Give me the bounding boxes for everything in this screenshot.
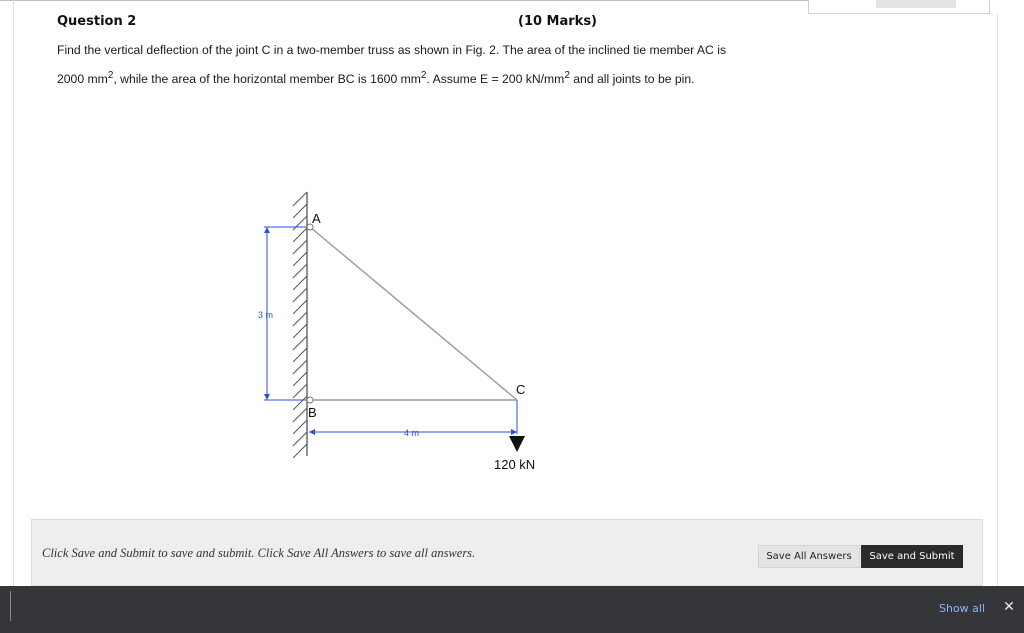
wall-hatching [293, 192, 307, 458]
save-all-answers-button[interactable]: Save All Answers [758, 545, 860, 568]
download-bar-divider [10, 591, 11, 621]
download-bar [0, 586, 1024, 633]
load-label: 120 kN [494, 457, 536, 472]
superscript: 2 [107, 70, 114, 81]
label-a: A [312, 211, 321, 226]
show-all-link[interactable]: Show all [939, 602, 986, 615]
member-ac [310, 227, 517, 400]
footer-instruction: Click Save and Submit to save and submit. Click Save All Answers to save all answers. [42, 546, 476, 560]
dim-horizontal-label: 4 m [404, 428, 420, 438]
question-line-1: Find the vertical deflection of the joint C in a two-member truss as shown in Fig. 2. The area of the inclined tie member AC is [57, 43, 727, 57]
truss-diagram [250, 180, 570, 480]
question-text [57, 36, 777, 94]
load-arrow-icon [509, 436, 525, 452]
superscript: 2 [564, 70, 570, 81]
superscript: 2 [420, 70, 427, 81]
area-ac: 2000 mm [57, 72, 108, 86]
modulus: . Assume E = 200 kN/mm [426, 72, 565, 86]
save-and-submit-button[interactable]: Save and Submit [861, 545, 963, 568]
label-b: B [308, 405, 317, 420]
submit-footer [31, 519, 983, 586]
joint-b [307, 397, 313, 403]
dim-vertical-label: 3 m [258, 310, 274, 320]
close-icon[interactable]: ✕ [1003, 598, 1015, 614]
truss-figure [250, 180, 570, 480]
label-c: C [516, 382, 526, 397]
right-border [997, 14, 998, 586]
question-marks: (10 Marks) [518, 14, 598, 29]
left-border [13, 0, 14, 586]
pin-note: and all joints to be pin. [569, 72, 695, 86]
area-bc: , while the area of the horizontal member BC is 1600 mm [113, 72, 421, 86]
top-panel-button[interactable] [876, 0, 956, 8]
question-title: Question 2 [57, 14, 137, 29]
question-line-2 [57, 65, 777, 94]
